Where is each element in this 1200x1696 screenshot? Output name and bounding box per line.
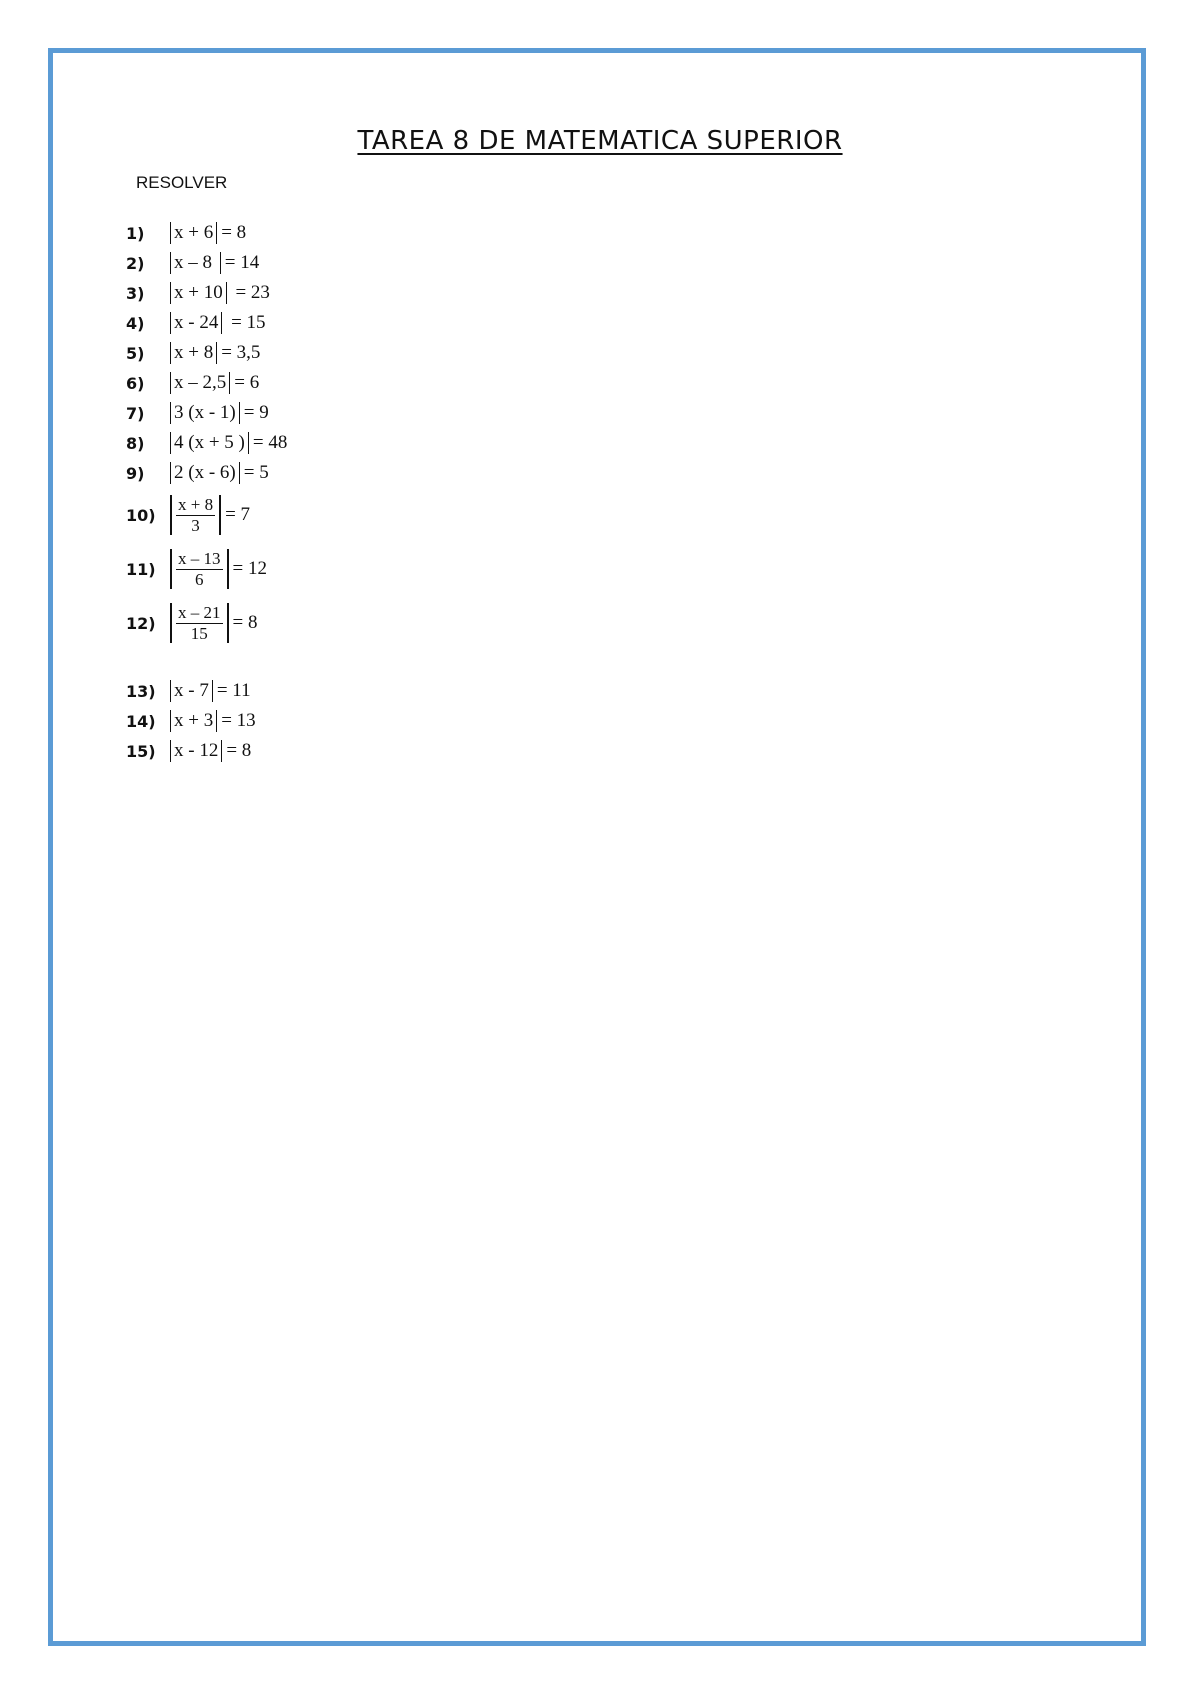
right-hand-side: = 6 [234, 372, 260, 393]
expression: x + 10 [174, 282, 223, 303]
problem-number: 10) [126, 505, 156, 525]
absolute-value [170, 402, 240, 424]
expression: 4 (x + 5 ) [174, 432, 245, 453]
right-hand-side: = 5 [243, 462, 269, 483]
expression: 2 (x - 6) [174, 462, 236, 483]
expression: 3 (x - 1) [174, 402, 236, 423]
right-hand-side: = 13 [221, 710, 256, 731]
problem-number: 13) [126, 681, 156, 701]
fraction-numerator: x – 21 [178, 602, 221, 622]
expression: x - 7 [174, 680, 209, 701]
absolute-value [170, 495, 221, 535]
fraction [172, 604, 227, 643]
right-hand-side: = 8 [226, 740, 252, 761]
fraction [172, 496, 219, 535]
problem-number: 6) [126, 373, 145, 393]
expression: x – 2,5 [174, 372, 227, 393]
problem-item [126, 488, 287, 542]
problem-item [126, 278, 287, 308]
right-hand-side: = 23 [230, 282, 270, 303]
problem-item [126, 308, 287, 338]
problem-item [126, 428, 287, 458]
right-hand-side: = 14 [224, 252, 260, 273]
problem-item [126, 398, 287, 428]
absolute-value [170, 549, 229, 589]
absolute-value [170, 222, 217, 244]
absolute-value [170, 680, 213, 702]
right-hand-side: = 11 [216, 680, 251, 701]
absolute-value [170, 252, 221, 274]
problem-number: 12) [126, 613, 156, 633]
problem-number: 3) [126, 283, 145, 303]
right-hand-side: = 9 [243, 402, 269, 423]
expression: x – 8 [174, 252, 217, 273]
fraction-numerator: x – 13 [178, 548, 221, 568]
problem-number: 2) [126, 253, 145, 273]
problem-number: 8) [126, 433, 145, 453]
problem-number: 14) [126, 711, 156, 731]
absolute-value [170, 603, 229, 643]
expression: x + 8 [174, 342, 214, 363]
problem-number: 4) [126, 313, 145, 333]
expression: x + 3 [174, 710, 214, 731]
problem-item [126, 706, 287, 736]
right-hand-side: = 15 [226, 312, 266, 333]
problem-item [126, 676, 287, 706]
problem-number: 15) [126, 741, 156, 761]
fraction-denominator: 6 [195, 569, 204, 589]
absolute-value [170, 740, 222, 762]
problem-number: 7) [126, 403, 145, 423]
absolute-value [170, 342, 217, 364]
instruction-text: RESOLVER [136, 173, 228, 192]
problem-item [126, 736, 287, 766]
fraction-denominator: 3 [191, 515, 200, 535]
fraction-numerator: x + 8 [178, 494, 214, 514]
absolute-value [170, 282, 227, 304]
problem-item [126, 458, 287, 488]
problem-number: 11) [126, 559, 156, 579]
absolute-value [170, 432, 249, 454]
problem-number: 1) [126, 223, 145, 243]
problem-number: 5) [126, 343, 145, 363]
problem-item [126, 218, 287, 248]
problem-item [126, 248, 287, 278]
problem-item [126, 368, 287, 398]
right-hand-side: = 7 [225, 504, 251, 525]
expression: x - 24 [174, 312, 219, 333]
expression: x - 12 [174, 740, 219, 761]
right-hand-side: = 48 [252, 432, 288, 453]
problem-list [126, 218, 287, 766]
problem-item [126, 338, 287, 368]
absolute-value [170, 372, 230, 394]
right-hand-side: = 8 [221, 222, 247, 243]
problem-item [126, 542, 287, 596]
right-hand-side: = 8 [232, 612, 258, 633]
right-hand-side: = 12 [232, 558, 267, 579]
absolute-value [170, 710, 217, 732]
fraction-denominator: 15 [190, 623, 208, 643]
right-hand-side: = 3,5 [221, 342, 261, 363]
fraction [172, 550, 227, 589]
problem-item [126, 596, 287, 650]
document-title: TAREA 8 DE MATEMATICA SUPERIOR [357, 126, 843, 156]
expression: x + 6 [174, 222, 214, 243]
problem-number: 9) [126, 463, 145, 483]
absolute-value [170, 462, 240, 484]
absolute-value [170, 312, 222, 334]
